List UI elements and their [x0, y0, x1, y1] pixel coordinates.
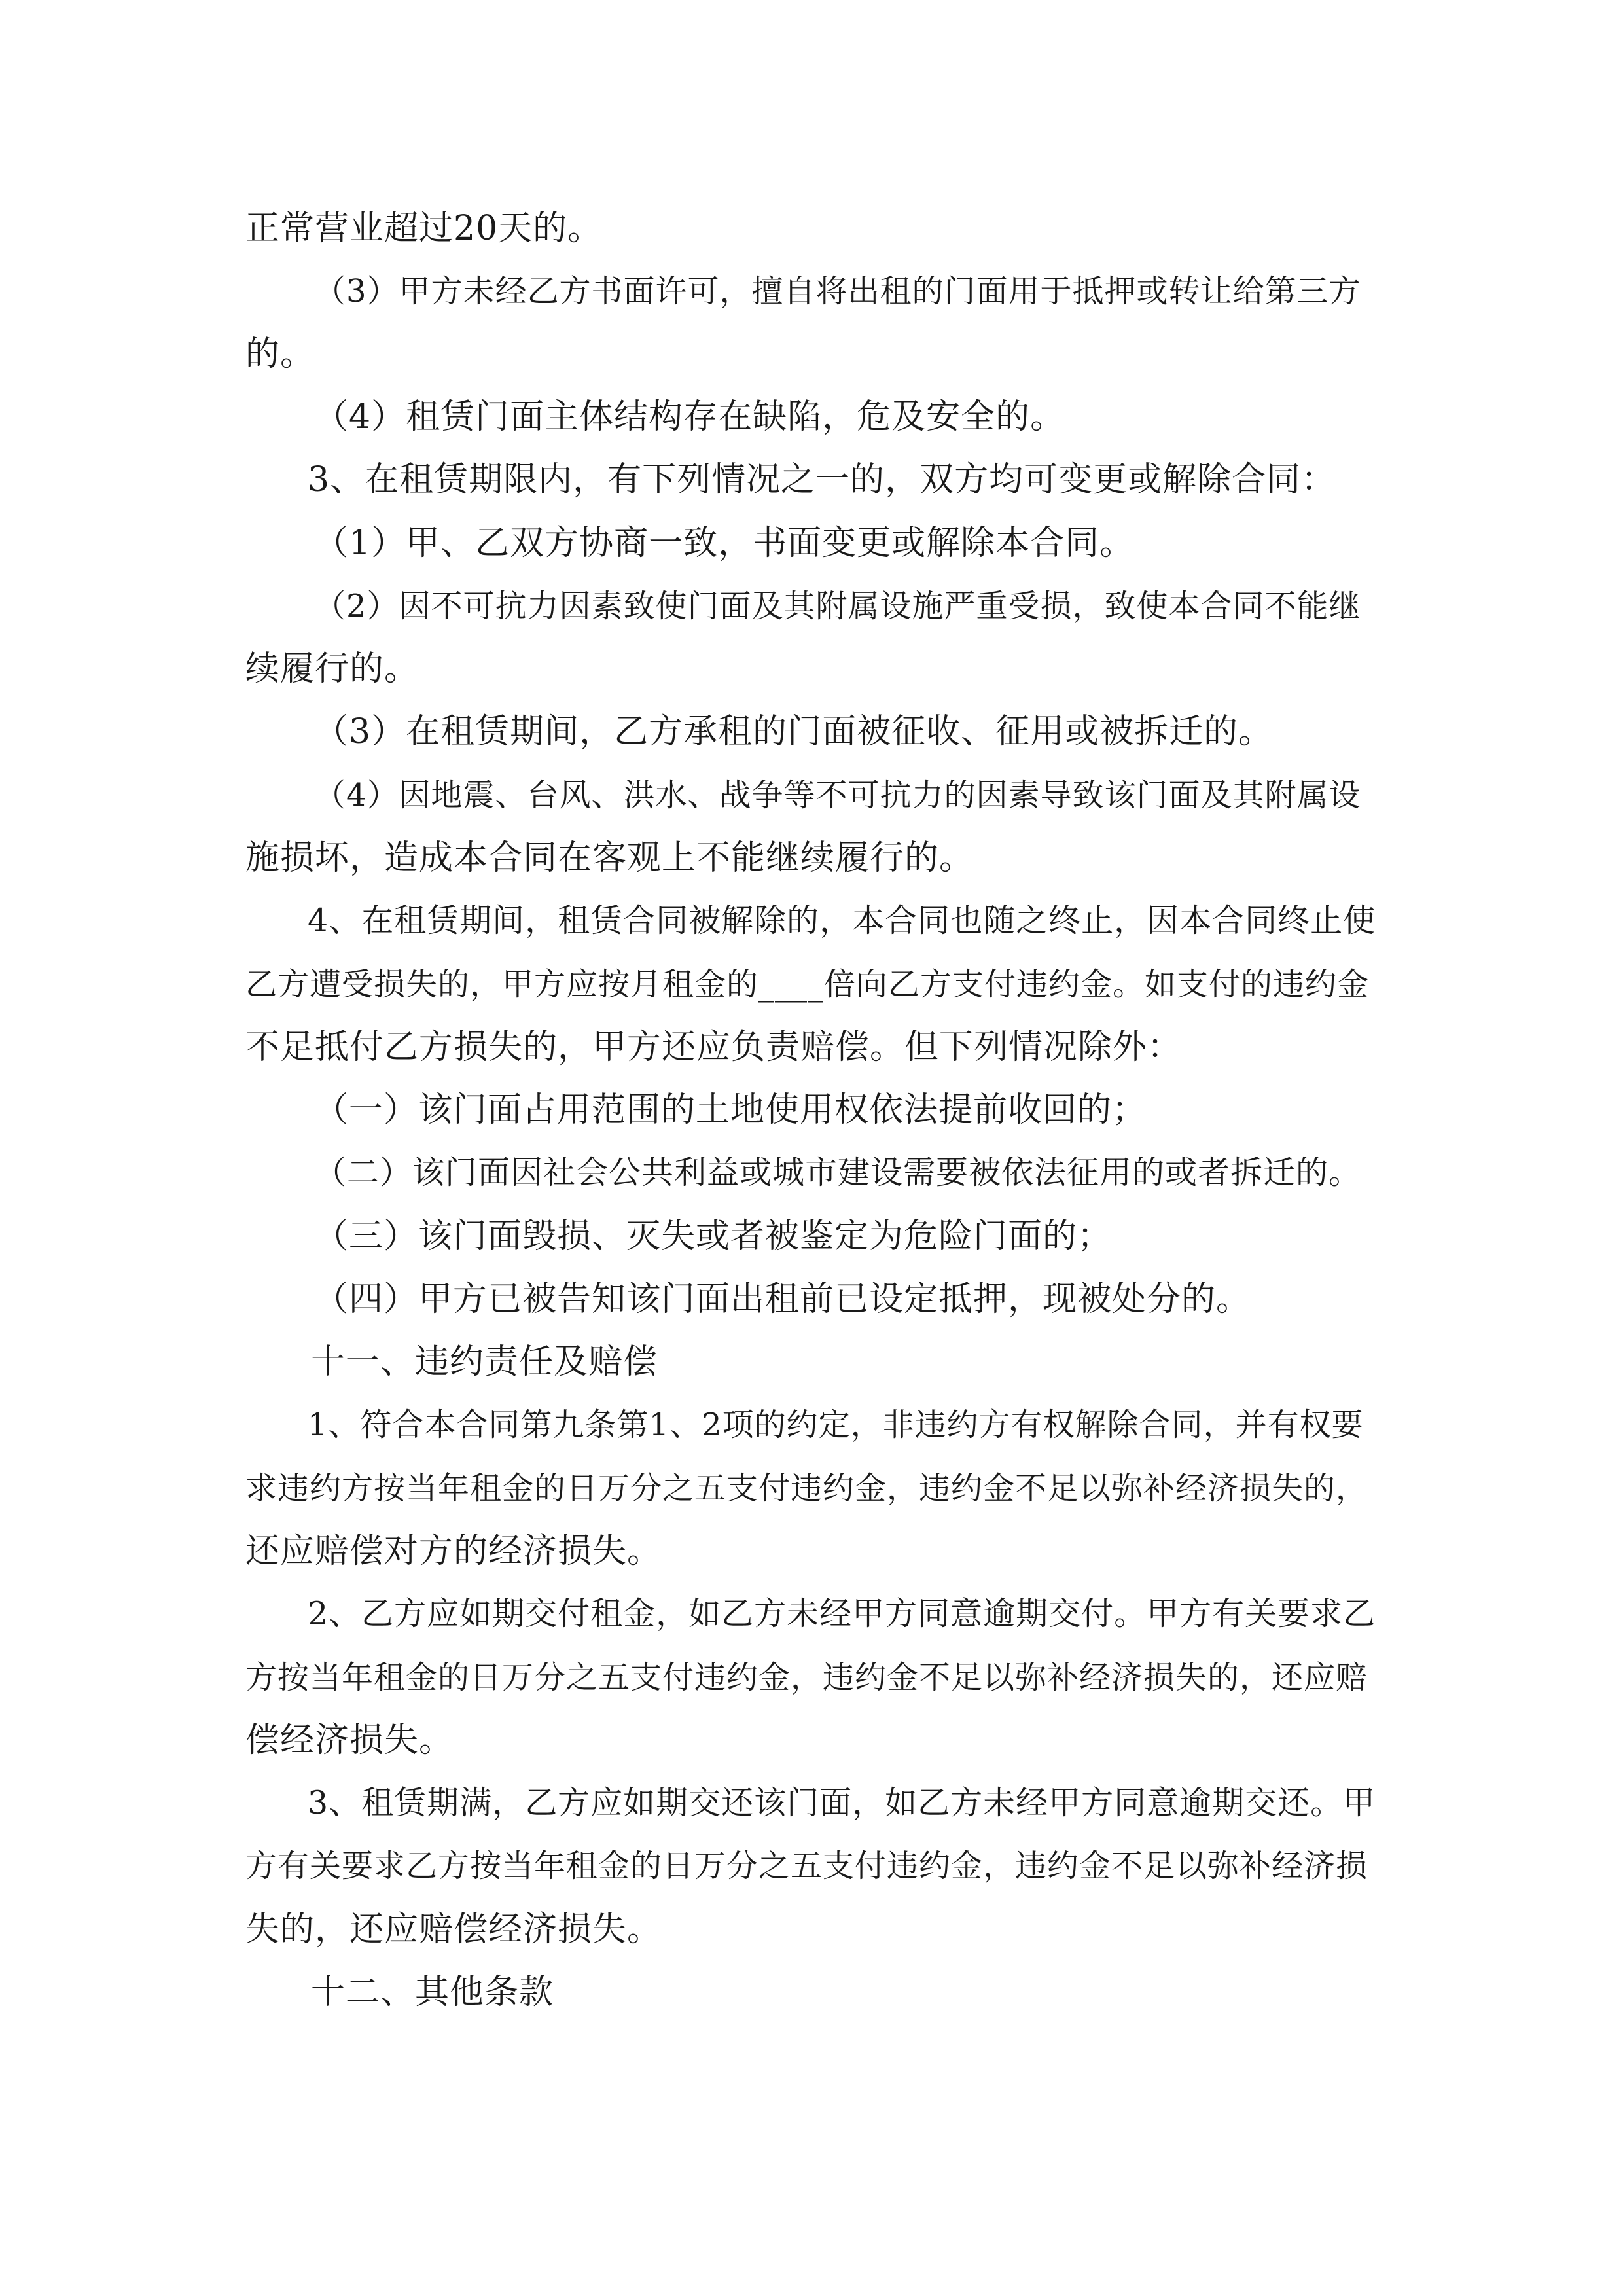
- text-line: （3）甲方未经乙方书面许可，擅自将出租的门面用于抵押或转让给第三方: [314, 273, 1361, 310]
- text-line: 4、在租赁期间，租赁合同被解除的，本合同也随之终止，因本合同终止使: [308, 902, 1376, 939]
- text-line: 1、符合本合同第九条第1、2项的约定，非违约方有权解除合同，并有权要: [308, 1407, 1364, 1443]
- text-line: 偿经济损失。: [245, 1721, 454, 1760]
- text-line: 方有关要求乙方按当年租金的日万分之五支付违约金，违约金不足以弥补经济损: [245, 1848, 1368, 1884]
- text-line: （1）甲、乙双方协商一致，书面变更或解除本合同。: [314, 524, 1135, 563]
- text-line: 方按当年租金的日万分之五支付违约金，违约金不足以弥补经济损失的，还应赔: [245, 1659, 1368, 1696]
- text-line: 失的，还应赔偿经济损失。: [245, 1910, 662, 1949]
- text-line: （四）甲方已被告知该门面出租前已设定抵押，现被处分的。: [314, 1280, 1251, 1319]
- text-line: （一）该门面占用范围的土地使用权依法提前收回的；: [314, 1090, 1147, 1130]
- text-line: 3、租赁期满，乙方应如期交还该门面，如乙方未经甲方同意逾期交还。甲: [308, 1784, 1376, 1821]
- text-line: （二）该门面因社会公共利益或城市建设需要被依法征用的或者拆迁的。: [314, 1154, 1362, 1191]
- text-line: （3）在租赁期间，乙方承租的门面被征收、征用或被拆迁的。: [314, 712, 1274, 751]
- section-heading: 十一、违约责任及赔偿: [311, 1342, 658, 1382]
- text-line: （4）租赁门面主体结构存在缺陷，危及安全的。: [314, 397, 1065, 437]
- section-heading: 十二、其他条款: [311, 1973, 554, 2012]
- text-line: （2）因不可抗力因素致使门面及其附属设施严重受损，致使本合同不能继: [314, 588, 1361, 624]
- text-line: 3、在租赁期限内，有下列情况之一的，双方均可变更或解除合同：: [308, 460, 1336, 499]
- text-line: （4）因地震、台风、洪水、战争等不可抗力的因素导致该门面及其附属设: [314, 777, 1361, 814]
- text-line: 的。: [245, 334, 315, 374]
- text-line: 续履行的。: [245, 649, 419, 689]
- text-line: 求违约方按当年租金的日万分之五支付违约金，违约金不足以弥补经济损失的，: [245, 1470, 1368, 1507]
- text-line: 还应赔偿对方的经济损失。: [245, 1532, 662, 1571]
- text-line: 乙方遭受损失的，甲方应按月租金的____倍向乙方支付违约金。如支付的违约金: [245, 966, 1370, 1003]
- text-line: 2、乙方应如期交付租金，如乙方未经甲方同意逾期交付。甲方有关要求乙: [308, 1595, 1376, 1632]
- text-line: （三）该门面毁损、灭失或者被鉴定为危险门面的；: [314, 1217, 1113, 1256]
- text-line: 施损坏，造成本合同在客观上不能继续履行的。: [245, 838, 974, 878]
- text-line: 正常营业超过20天的。: [245, 209, 603, 248]
- text-line: 不足抵付乙方损失的，甲方还应负责赔偿。但下列情况除外：: [245, 1028, 1183, 1067]
